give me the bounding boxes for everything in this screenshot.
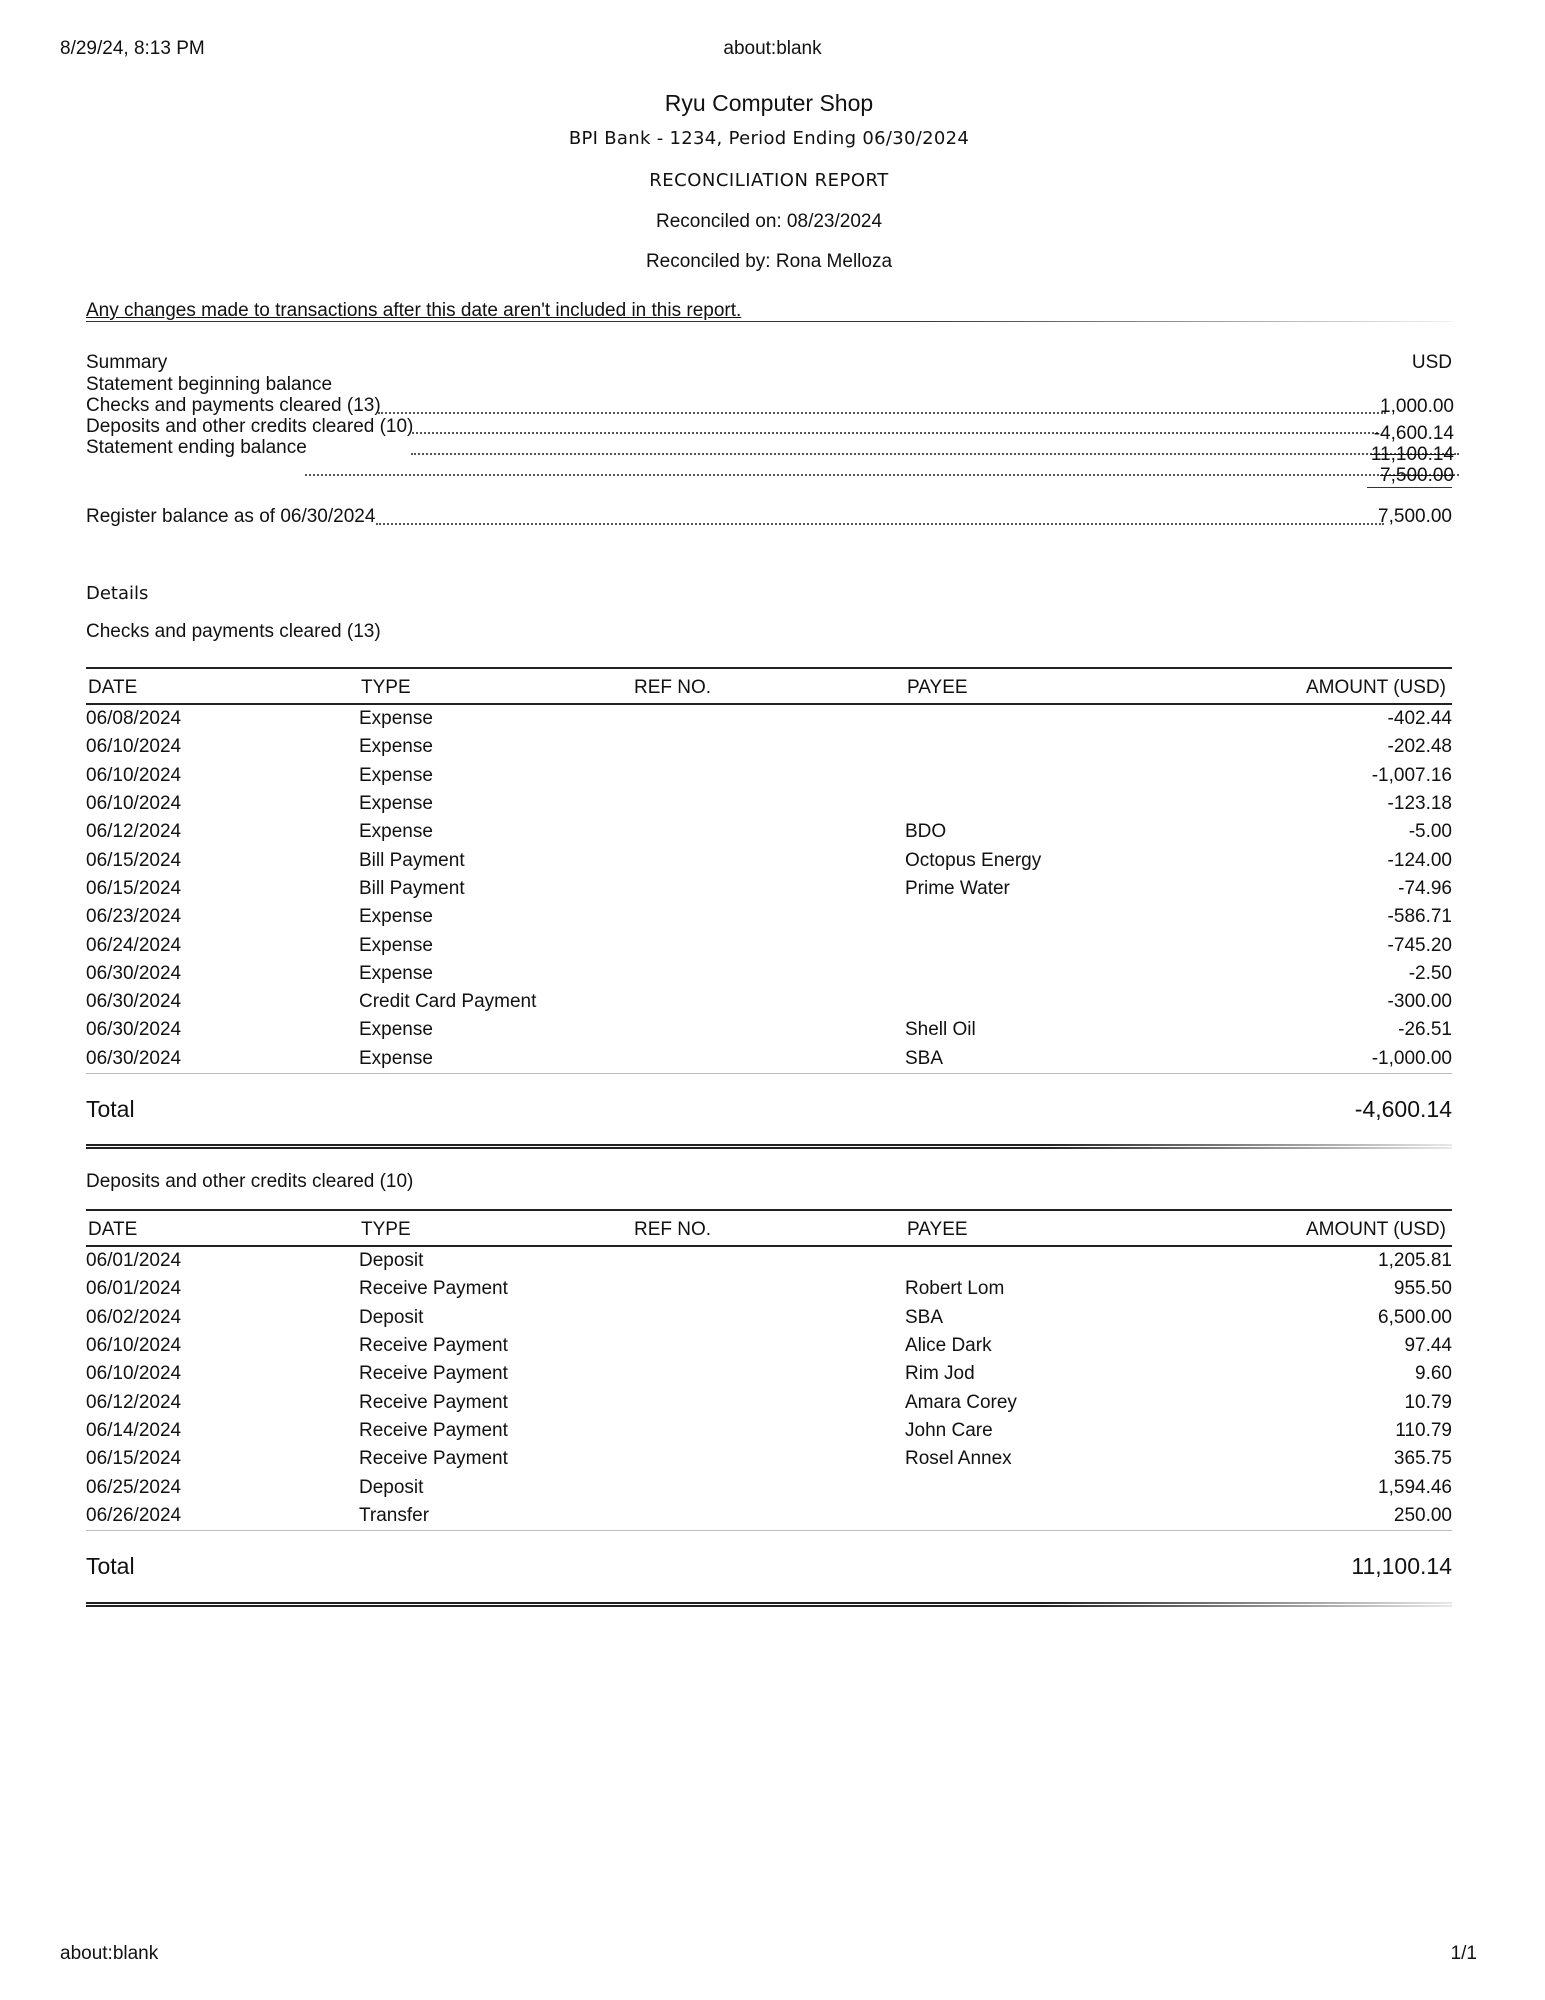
transaction-payee bbox=[905, 960, 1205, 988]
table-row bbox=[86, 818, 1452, 846]
transaction-ref-no bbox=[632, 1016, 905, 1044]
transaction-type: Receive Payment bbox=[359, 1448, 508, 1470]
changes-notice bbox=[86, 300, 1452, 322]
transaction-type: Bill Payment bbox=[359, 849, 465, 871]
report-title: RECONCILIATION REPORT bbox=[649, 170, 889, 191]
transaction-date: 06/30/2024 bbox=[86, 1019, 182, 1041]
summary-label-deposits: Deposits and other credits cleared (10) bbox=[86, 416, 414, 437]
transaction-payee: SBA bbox=[905, 1306, 944, 1328]
transaction-payee bbox=[905, 1473, 1205, 1501]
table-row bbox=[86, 903, 1452, 931]
column-header-payee: PAYEE bbox=[905, 1210, 1205, 1246]
transaction-type: Receive Payment bbox=[359, 1419, 508, 1441]
transaction-ref-no bbox=[632, 818, 905, 846]
transaction-payee bbox=[905, 704, 1205, 733]
transaction-payee bbox=[905, 1246, 1205, 1275]
transaction-amount: -402.44 bbox=[1387, 708, 1452, 730]
summary-leader-dots bbox=[412, 432, 1378, 434]
column-header-ref-no: REF NO. bbox=[632, 1210, 905, 1246]
transaction-type: Bill Payment bbox=[359, 877, 465, 899]
transaction-type: Expense bbox=[359, 793, 433, 815]
transaction-amount: 6,500.00 bbox=[1378, 1306, 1452, 1328]
transaction-date: 06/12/2024 bbox=[86, 1391, 182, 1413]
deposits-table bbox=[86, 1209, 1452, 1531]
transaction-payee: BDO bbox=[905, 821, 947, 843]
transaction-ref-no bbox=[632, 1246, 905, 1275]
table-row bbox=[86, 1445, 1452, 1473]
summary-value-beginning: 1,000.00 bbox=[1380, 396, 1454, 417]
transaction-amount: 110.79 bbox=[1395, 1419, 1452, 1441]
transaction-amount: -2.50 bbox=[1408, 962, 1452, 984]
table-row bbox=[86, 875, 1452, 903]
deposits-total-label: Total bbox=[86, 1553, 135, 1579]
details-heading: Details bbox=[86, 583, 149, 604]
transaction-ref-no bbox=[632, 1445, 905, 1473]
transaction-amount: 1,594.46 bbox=[1378, 1476, 1452, 1498]
transaction-date: 06/10/2024 bbox=[86, 736, 182, 758]
transaction-date: 06/14/2024 bbox=[86, 1419, 182, 1441]
transaction-payee bbox=[905, 988, 1205, 1016]
checks-header-row bbox=[86, 668, 1452, 704]
transaction-ref-no bbox=[632, 846, 905, 874]
transaction-ref-no bbox=[632, 790, 905, 818]
transaction-payee bbox=[905, 931, 1205, 959]
transaction-ref-no bbox=[632, 1045, 905, 1074]
transaction-ref-no bbox=[632, 1304, 905, 1332]
transaction-payee bbox=[905, 1502, 1205, 1531]
transaction-amount: -745.20 bbox=[1387, 934, 1452, 956]
transaction-amount: -202.48 bbox=[1387, 736, 1452, 758]
print-footer-page-number: 1/1 bbox=[1450, 1943, 1477, 1964]
transaction-date: 06/10/2024 bbox=[86, 764, 182, 786]
transaction-ref-no bbox=[632, 1502, 905, 1531]
transaction-type: Expense bbox=[359, 1019, 433, 1041]
transaction-payee: Shell Oil bbox=[905, 1019, 976, 1041]
transaction-payee: Rim Jod bbox=[905, 1363, 975, 1385]
transaction-ref-no bbox=[632, 1473, 905, 1501]
column-header-ref-no: REF NO. bbox=[632, 668, 905, 704]
summary-label-checks: Checks and payments cleared (13) bbox=[86, 395, 381, 416]
table-row bbox=[86, 846, 1452, 874]
table-row bbox=[86, 1360, 1452, 1388]
company-name: Ryu Computer Shop bbox=[664, 90, 874, 116]
transaction-date: 06/10/2024 bbox=[86, 793, 182, 815]
transaction-type: Credit Card Payment bbox=[359, 991, 537, 1013]
table-row bbox=[86, 1417, 1452, 1445]
deposits-total-double-rule bbox=[86, 1602, 1452, 1607]
summary-value-checks: -4,600.14 bbox=[1373, 423, 1454, 444]
transaction-ref-no bbox=[632, 762, 905, 790]
summary-currency: USD bbox=[1411, 352, 1452, 373]
transaction-payee: SBA bbox=[905, 1045, 1205, 1074]
transaction-ref-no bbox=[632, 875, 905, 903]
summary-value-deposits: 11,100.14 bbox=[1370, 444, 1454, 465]
transaction-payee: Octopus Energy bbox=[905, 849, 1042, 871]
transaction-amount: 365.75 bbox=[1393, 1448, 1452, 1470]
transaction-type: Receive Payment bbox=[359, 1391, 508, 1413]
print-footer-url: about:blank bbox=[60, 1943, 159, 1964]
transaction-date: 06/23/2024 bbox=[86, 906, 182, 928]
transaction-payee: Rosel Annex bbox=[905, 1448, 1012, 1470]
transaction-type: Expense bbox=[359, 821, 433, 843]
register-balance-value: 7,500.00 bbox=[1378, 506, 1452, 527]
register-leader-dots bbox=[376, 523, 1384, 525]
transaction-date: 06/30/2024 bbox=[86, 1045, 359, 1074]
transaction-ref-no bbox=[632, 1275, 905, 1303]
summary-leader-dots bbox=[411, 453, 1459, 455]
transaction-amount: 955.50 bbox=[1393, 1278, 1452, 1300]
print-header-url: about:blank bbox=[723, 38, 822, 59]
deposits-total-value: 11,100.14 bbox=[1351, 1553, 1452, 1579]
transaction-type: Expense bbox=[359, 906, 433, 928]
transaction-payee: Alice Dark bbox=[905, 1335, 992, 1357]
reconciled-on: Reconciled on: 08/23/2024 bbox=[655, 211, 883, 232]
reconciled-by: Reconciled by: Rona Melloza bbox=[645, 251, 893, 272]
table-row bbox=[86, 704, 1452, 733]
table-row bbox=[86, 1016, 1452, 1044]
transaction-ref-no bbox=[632, 960, 905, 988]
deposits-section-title: Deposits and other credits cleared (10) bbox=[86, 1171, 414, 1192]
column-header-date: DATE bbox=[86, 1210, 359, 1246]
transaction-date: 06/30/2024 bbox=[86, 962, 182, 984]
transaction-amount: 9.60 bbox=[1415, 1363, 1452, 1385]
account-period: BPI Bank - 1234, Period Ending 06/30/2024 bbox=[568, 128, 970, 149]
transaction-amount: -1,007.16 bbox=[1371, 764, 1452, 786]
transaction-ref-no bbox=[632, 931, 905, 959]
transaction-amount: 97.44 bbox=[1404, 1335, 1452, 1357]
notice-divider bbox=[86, 321, 1452, 322]
transaction-type: Expense bbox=[359, 962, 433, 984]
transaction-type: Expense bbox=[359, 736, 433, 758]
transaction-amount: 10.79 bbox=[1404, 1391, 1452, 1413]
transaction-type: Receive Payment bbox=[359, 1335, 508, 1357]
transaction-type: Receive Payment bbox=[359, 1363, 508, 1385]
transaction-date: 06/12/2024 bbox=[86, 821, 182, 843]
transaction-date: 06/25/2024 bbox=[86, 1476, 182, 1498]
transaction-payee: John Care bbox=[905, 1419, 993, 1441]
checks-table-body bbox=[86, 704, 1452, 1073]
transaction-amount: -5.00 bbox=[1408, 821, 1452, 843]
transaction-date: 06/30/2024 bbox=[86, 991, 182, 1013]
table-row bbox=[86, 1275, 1452, 1303]
table-row bbox=[86, 1304, 1452, 1332]
table-row bbox=[86, 1246, 1452, 1275]
transaction-date: 06/02/2024 bbox=[86, 1306, 182, 1328]
transaction-ref-no bbox=[632, 1360, 905, 1388]
transaction-date: 06/01/2024 bbox=[86, 1250, 182, 1272]
table-row bbox=[86, 1473, 1452, 1501]
checks-total-label: Total bbox=[86, 1096, 135, 1122]
table-row bbox=[86, 790, 1452, 818]
table-row bbox=[86, 762, 1452, 790]
transaction-type: Receive Payment bbox=[359, 1278, 508, 1300]
transaction-date: 06/15/2024 bbox=[86, 877, 182, 899]
transaction-type: Deposit bbox=[359, 1250, 424, 1272]
transaction-payee bbox=[905, 733, 1205, 761]
summary-value-ending: 7,500.00 bbox=[1380, 465, 1454, 486]
transaction-ref-no bbox=[632, 988, 905, 1016]
transaction-amount: -586.71 bbox=[1387, 906, 1452, 928]
transaction-payee: Robert Lom bbox=[905, 1278, 1005, 1300]
table-row bbox=[86, 733, 1452, 761]
column-header-payee: PAYEE bbox=[905, 668, 1205, 704]
transaction-ref-no bbox=[632, 903, 905, 931]
transaction-amount: -74.96 bbox=[1398, 877, 1452, 899]
column-header-type: TYPE bbox=[359, 1210, 632, 1246]
transaction-type: Transfer bbox=[359, 1502, 632, 1531]
table-row bbox=[86, 960, 1452, 988]
summary-leader-dots bbox=[378, 412, 1386, 414]
transaction-date: 06/01/2024 bbox=[86, 1278, 182, 1300]
deposits-table-body bbox=[86, 1246, 1452, 1530]
transaction-date: 06/24/2024 bbox=[86, 934, 182, 956]
transaction-payee: Prime Water bbox=[905, 877, 1010, 899]
transaction-type: Deposit bbox=[359, 1476, 424, 1498]
transaction-amount: -1,000.00 bbox=[1205, 1045, 1452, 1074]
transaction-date: 06/26/2024 bbox=[86, 1502, 359, 1531]
transaction-amount: 1,205.81 bbox=[1378, 1250, 1452, 1272]
checks-section-title: Checks and payments cleared (13) bbox=[86, 621, 381, 642]
transaction-payee: Amara Corey bbox=[905, 1391, 1017, 1413]
summary-heading: Summary bbox=[86, 352, 168, 373]
checks-table bbox=[86, 667, 1452, 1074]
column-header-amount: AMOUNT (USD) bbox=[1205, 1210, 1452, 1246]
transaction-payee bbox=[905, 762, 1205, 790]
transaction-type: Expense bbox=[359, 764, 433, 786]
transaction-amount: -123.18 bbox=[1387, 793, 1452, 815]
transaction-type: Deposit bbox=[359, 1306, 424, 1328]
transaction-ref-no bbox=[632, 1417, 905, 1445]
transaction-type: Expense bbox=[359, 708, 433, 730]
column-header-amount: AMOUNT (USD) bbox=[1205, 668, 1452, 704]
summary-leader-dots bbox=[305, 474, 1459, 476]
transaction-ref-no bbox=[632, 733, 905, 761]
transaction-date: 06/15/2024 bbox=[86, 849, 182, 871]
changes-notice-text: Any changes made to transactions after this date aren't included in this report. bbox=[86, 300, 742, 321]
column-header-type: TYPE bbox=[359, 668, 632, 704]
transaction-type: Expense bbox=[359, 934, 433, 956]
deposits-header-row bbox=[86, 1210, 1452, 1246]
summary-label-ending: Statement ending balance bbox=[86, 437, 307, 458]
table-row bbox=[86, 1502, 1452, 1531]
transaction-ref-no bbox=[632, 704, 905, 733]
table-row bbox=[86, 1045, 1452, 1074]
summary-label-beginning: Statement beginning balance bbox=[86, 374, 333, 395]
checks-total-double-rule bbox=[86, 1144, 1452, 1149]
table-row bbox=[86, 988, 1452, 1016]
transaction-amount: 250.00 bbox=[1205, 1502, 1452, 1531]
transaction-payee bbox=[905, 790, 1205, 818]
transaction-payee bbox=[905, 903, 1205, 931]
transaction-type: Expense bbox=[359, 1045, 632, 1074]
transaction-date: 06/15/2024 bbox=[86, 1448, 182, 1470]
register-balance-label: Register balance as of 06/30/2024 bbox=[86, 506, 376, 527]
checks-total-value: -4,600.14 bbox=[1354, 1096, 1452, 1122]
summary-ending-underline bbox=[1367, 487, 1452, 488]
column-header-date: DATE bbox=[86, 668, 359, 704]
transaction-amount: -124.00 bbox=[1387, 849, 1452, 871]
table-row bbox=[86, 1388, 1452, 1416]
transaction-ref-no bbox=[632, 1388, 905, 1416]
transaction-ref-no bbox=[632, 1332, 905, 1360]
table-row bbox=[86, 1332, 1452, 1360]
transaction-date: 06/10/2024 bbox=[86, 1363, 182, 1385]
transaction-amount: -300.00 bbox=[1387, 991, 1452, 1013]
transaction-date: 06/08/2024 bbox=[86, 708, 182, 730]
transaction-date: 06/10/2024 bbox=[86, 1335, 182, 1357]
print-header-datetime: 8/29/24, 8:13 PM bbox=[60, 38, 205, 59]
transaction-amount: -26.51 bbox=[1398, 1019, 1452, 1041]
table-row bbox=[86, 931, 1452, 959]
